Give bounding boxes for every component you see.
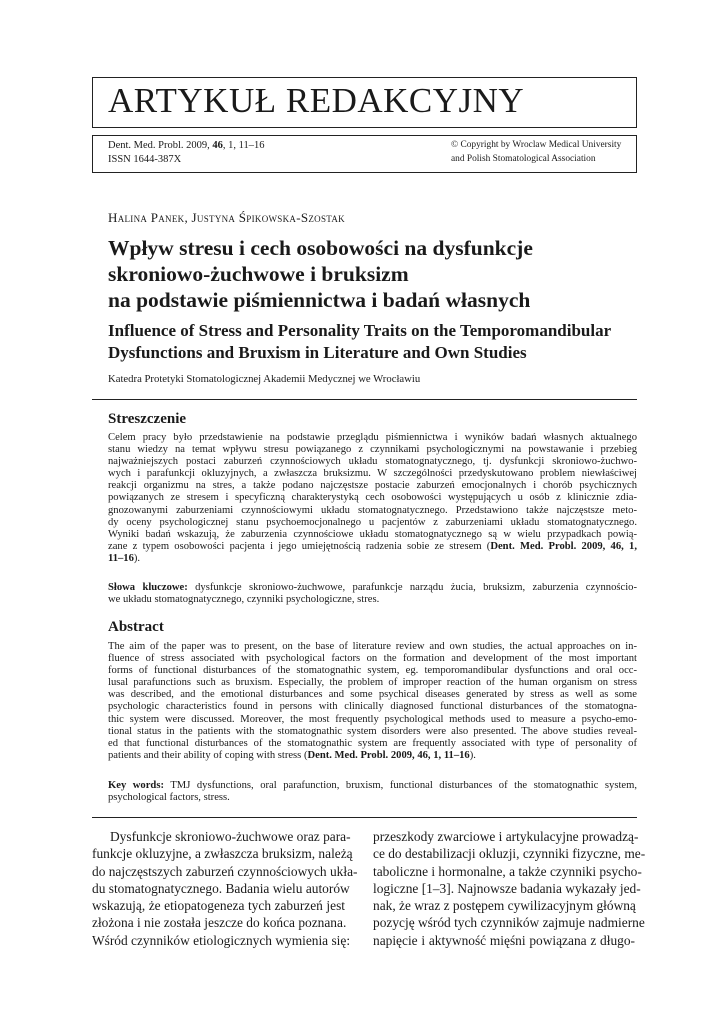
body-line: ce do destabilizacji okluzji, czynniki fizyczne, me- xyxy=(373,846,646,862)
keywords-label: Słowa kluczowe: xyxy=(108,582,188,593)
citation: Dent. Med. Probl. 2009, 46, 1, xyxy=(490,540,637,552)
keywords-text: dysfunkcje skroniowo-żuchwowe, parafunkcje narządu żucia, bruksizm, zaburzenia czynnościo- xyxy=(187,582,637,593)
text-line: fluence of stress associated with psychological factors on the formation and development of the most important xyxy=(108,653,637,665)
text-line: lusal parafunctions such as bruxism. Especially, the problem of improper reaction of the human organism on stress xyxy=(108,677,637,689)
title-polish-line: na podstawie piśmiennictwa i badań własnych xyxy=(108,288,531,312)
abstract-heading: Abstract xyxy=(108,619,164,635)
body-column-left xyxy=(92,828,358,949)
journal-citation xyxy=(108,139,265,166)
issn: ISSN 1644-387X xyxy=(108,153,182,165)
body-line: taboliczne i hormonalne, a także czynniki psycho- xyxy=(373,863,642,879)
text-line: psychologic characteristics found in persons with clinically diagnosed functional disturbances of the stomatogna- xyxy=(108,701,637,713)
text-line: ed that functional disturbances of the stomatognathic system are frequently associated with type of personality of xyxy=(108,737,637,749)
text-line: dy oceny psychologicznej stanu psychoemocjonalnego u pacjentów z zaburzeniami układu stomatognatycznego. xyxy=(108,516,637,528)
keywords-text: TMJ dysfunctions, oral parafunction, bruxism, functional disturbances of the stomatognathic system, xyxy=(163,780,637,791)
copyright-line-1: © Copyright by Wroclaw Medical University xyxy=(451,140,622,150)
authors: Halina Panek, Justyna Śpikowska-Szostak xyxy=(108,210,345,225)
body-line: logiczne [1–3]. Najnowsze badania wykazały jed- xyxy=(373,880,641,896)
keywords-line xyxy=(108,780,637,792)
keywords-line: we układu stomatognatycznego, czynniki psychologiczne, stres. xyxy=(108,594,380,606)
title-english-line: Influence of Stress and Personality Traits on the Temporomandibular xyxy=(108,321,612,340)
streszczenie-heading: Streszczenie xyxy=(108,411,187,427)
text-line-part: zane z typem osobowości pacjenta i jego umiejętnością radzenia sobie ze stresem ( xyxy=(108,540,491,552)
body-line: Dysfunkcje skroniowo-żuchwowe oraz para- xyxy=(110,829,351,844)
body-line: funkcje okluzyjne, a zwłaszcza bruksizm, należą xyxy=(92,846,353,862)
text-line xyxy=(108,553,637,565)
citation: Dent. Med. Probl. 2009, 46, 1, 11–16 xyxy=(307,749,470,761)
journal-rest: , 1, 11–16 xyxy=(222,140,265,151)
streszczenie-text xyxy=(108,432,637,565)
body-line: pozycję wśród tych czynników zajmuje nadmierne xyxy=(373,915,645,931)
title-polish-line: Wpływ stresu i cech osobowości na dysfunkcje xyxy=(108,236,533,260)
text-line xyxy=(108,541,637,553)
title-english xyxy=(108,320,611,364)
body-line: złożona i nie została jeszcze do końca poznana. xyxy=(92,915,347,931)
text-line: The aim of the paper was to present, on the base of literature review and own studies, the actual approaches on in- xyxy=(108,641,637,652)
citation-end: ). xyxy=(133,552,141,564)
text-line xyxy=(108,750,637,762)
divider-top xyxy=(92,399,637,400)
text-line: Wyniki badań wskazują, że zaburzenia czynnościowe układu stomatognatycznego są w wielu przypadkach powią- xyxy=(108,528,637,540)
affiliation: Katedra Protetyki Stomatologicznej Akademii Medycznej we Wrocławiu xyxy=(108,373,421,385)
text-line: stanu wiedzy na temat wpływu stresu powiązanego z czynnikami psychologicznymi na powstawanie i przebieg xyxy=(108,444,637,456)
text-line: najważniejszych postaci zaburzeń czynnościowych układu stomatognatycznego, tj. dysfunkcji skroniowo-żuchwo- xyxy=(108,456,637,468)
keywords-polish xyxy=(108,582,637,606)
text-line: Celem pracy było przedstawienie na podstawie przeglądu piśmiennictwa i wyników badań własnych aktualnego xyxy=(108,432,637,443)
citation: 11–16 xyxy=(108,552,134,564)
journal-volume: 46 xyxy=(212,140,223,151)
body-line: do najczęstszych zaburzeń czynnościowych ukła- xyxy=(92,863,358,879)
body-line: napięcie i aktywność mięśni powiązana z długo- xyxy=(373,932,635,948)
title-polish-line: skroniowo-żuchwowe i bruksizm xyxy=(108,262,409,286)
abstract-text xyxy=(108,641,637,762)
body-line: nak, że wraz z postępem cywilizacyjnym główną xyxy=(373,898,636,914)
text-line: was described, and the emotional disturbances and some psychical diseases generated by stress as well as some xyxy=(108,689,637,701)
copyright-notice xyxy=(451,139,621,166)
body-line: przeszkody zwarciowe i artykulacyjne prowadzą- xyxy=(373,829,639,844)
keywords-line xyxy=(108,582,637,594)
divider-bottom xyxy=(92,817,637,818)
section-title: ARTYKUŁ REDAKCYJNY xyxy=(108,81,525,120)
keywords-english xyxy=(108,780,637,804)
text-line: reakcji organizmu na stres, a także podano najczęstsze postacie zaburzeń emocjonalnych i chorób psychicznych xyxy=(108,480,637,492)
copyright-line-2: and Polish Stomatological Association xyxy=(451,153,596,164)
keywords-line: psychological factors, stress. xyxy=(108,792,230,804)
body-line: du stomatognatycznego. Badania wielu autorów xyxy=(92,880,350,896)
journal-line: Dent. Med. Probl. 2009, xyxy=(108,140,213,151)
text-line: thic system were discussed. Moreover, the most frequently psychological methods used to measure a psycho-emo- xyxy=(108,713,637,725)
keywords-label: Key words: xyxy=(108,780,164,791)
body-column-right xyxy=(373,828,646,949)
text-line: wych i parafunkcji okluzyjnych, a zwłaszcza bruksizmu. W szczególności przedyskutowano problem niewłaściwej xyxy=(108,468,637,480)
text-line: gnozowanymi zaburzeniami czynnościowymi układu stomatognatycznego. Przedstawiono także najczęstsze meto- xyxy=(108,504,637,516)
text-line: tional status in the patients with the stomatognathic system disorders were also presented. The above studies reveal- xyxy=(108,725,637,737)
title-english-line: Dysfunctions and Bruxism in Literature and Own Studies xyxy=(108,343,527,362)
text-line: forms of functional disturbances of the stomatognathic system, eg. temporomandibular dysfunctions and oral occ- xyxy=(108,665,637,677)
body-line: wskazują, że etiopatogeneza tych zaburzeń jest xyxy=(92,898,345,914)
body-line: Wśród czynników etiologicznych wymienia się: xyxy=(92,932,351,948)
title-polish xyxy=(108,235,533,313)
text-line-part: patients and their ability of coping with stress ( xyxy=(108,749,308,761)
citation-end: ). xyxy=(469,749,476,761)
text-line: powiązanych ze stresem i specyficzną charakterystyką cech osobowości występujących u osób z klinicznie zdia- xyxy=(108,492,637,504)
